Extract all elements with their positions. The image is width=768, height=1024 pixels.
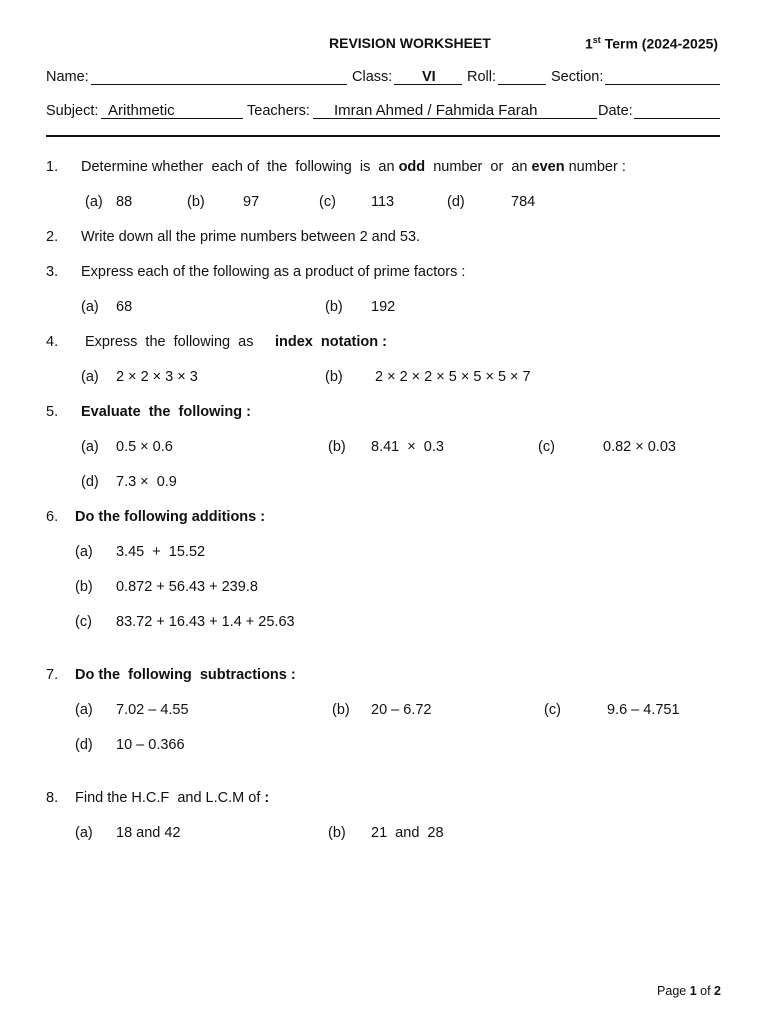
section-label: Section: bbox=[551, 69, 604, 85]
header-divider bbox=[46, 135, 720, 137]
q5-c-value: 0.82 × 0.03 bbox=[603, 439, 676, 455]
q6-number: 6. bbox=[46, 509, 59, 525]
q8-b-label: (b) bbox=[328, 825, 346, 841]
q1-b-label: (b) bbox=[187, 194, 205, 210]
q1-a-label: (a) bbox=[85, 194, 103, 210]
q1-even-word: even bbox=[531, 159, 565, 175]
q7-d-label: (d) bbox=[75, 737, 93, 753]
q7-d-value: 10 – 0.366 bbox=[116, 737, 185, 753]
q5-a-label: (a) bbox=[81, 439, 99, 455]
class-value: VI bbox=[422, 69, 436, 85]
q8-a-value: 18 and 42 bbox=[116, 825, 181, 841]
q4-number: 4. bbox=[46, 334, 59, 350]
q1-c-label: (c) bbox=[319, 194, 336, 210]
q1-c-value: 113 bbox=[371, 194, 395, 210]
q3-number: 3. bbox=[46, 264, 59, 280]
q8-b-value: 21 and 28 bbox=[371, 825, 444, 841]
q5-b-value: 8.41 × 0.3 bbox=[371, 439, 444, 455]
q3-b-label: (b) bbox=[325, 299, 343, 315]
q7-b-label: (b) bbox=[332, 702, 350, 718]
q6-b-value: 0.872 + 56.43 + 239.8 bbox=[116, 579, 258, 595]
q2-text: Write down all the prime numbers between 2 and 53. bbox=[81, 229, 421, 245]
q4-bold-text: index notation : bbox=[275, 334, 387, 350]
name-label: Name: bbox=[46, 69, 89, 85]
name-field-line[interactable] bbox=[91, 70, 347, 85]
q7-text: Do the following subtractions : bbox=[75, 667, 296, 683]
q5-d-value: 7.3 × 0.9 bbox=[116, 474, 177, 490]
q3-a-label: (a) bbox=[81, 299, 99, 315]
q7-a-label: (a) bbox=[75, 702, 93, 718]
q7-c-value: 9.6 – 4.751 bbox=[607, 702, 680, 718]
q6-b-label: (b) bbox=[75, 579, 93, 595]
q1-d-value: 784 bbox=[511, 194, 536, 210]
q3-b-value: 192 bbox=[371, 299, 396, 315]
subject-label: Subject: bbox=[46, 103, 99, 119]
q5-a-value: 0.5 × 0.6 bbox=[116, 439, 173, 455]
roll-field-line[interactable] bbox=[498, 70, 546, 85]
subject-value: Arithmetic bbox=[108, 102, 175, 119]
q7-a-value: 7.02 – 4.55 bbox=[116, 702, 189, 718]
q1-odd-word: odd bbox=[398, 159, 426, 175]
q6-a-label: (a) bbox=[75, 544, 93, 560]
page-indicator: Page 1 of 2 bbox=[657, 984, 721, 998]
q4-text: Express the following as bbox=[85, 334, 254, 350]
q7-b-value: 20 – 6.72 bbox=[371, 702, 432, 718]
q4-a-label: (a) bbox=[81, 369, 99, 385]
q1-text: Determine whether each of the following is an odd number or an even number : bbox=[81, 159, 626, 175]
term-label: 1st Term (2024-2025) bbox=[585, 35, 719, 52]
teachers-value: Imran Ahmed / Fahmida Farah bbox=[334, 102, 538, 119]
q4-b-value: 2 × 2 × 2 × 5 × 5 × 5 × 7 bbox=[375, 369, 531, 385]
q5-text: Evaluate the following : bbox=[81, 404, 251, 420]
section-field-line[interactable] bbox=[605, 70, 720, 85]
worksheet-title: REVISION WORKSHEET bbox=[329, 35, 491, 51]
q2-number: 2. bbox=[46, 229, 59, 245]
roll-label: Roll: bbox=[467, 69, 497, 85]
q6-a-value: 3.45 + 15.52 bbox=[116, 544, 206, 560]
q1-number: 1. bbox=[46, 159, 59, 175]
class-label: Class: bbox=[352, 69, 393, 85]
q8-text: Find the H.C.F and L.C.M of : bbox=[75, 790, 270, 806]
q5-number: 5. bbox=[46, 404, 59, 420]
q4-b-label: (b) bbox=[325, 369, 343, 385]
q5-c-label: (c) bbox=[538, 439, 555, 455]
date-label: Date: bbox=[598, 103, 633, 119]
q1-d-label: (d) bbox=[447, 194, 465, 210]
q6-c-value: 83.72 + 16.43 + 1.4 + 25.63 bbox=[116, 614, 295, 630]
q5-b-label: (b) bbox=[328, 439, 346, 455]
q3-a-value: 68 bbox=[116, 299, 133, 315]
q7-number: 7. bbox=[46, 667, 59, 683]
q1-b-value: 97 bbox=[243, 194, 260, 210]
date-field-line[interactable] bbox=[634, 104, 720, 119]
q6-text: Do the following additions : bbox=[75, 509, 266, 525]
q1-a-value: 88 bbox=[116, 194, 133, 210]
q5-d-label: (d) bbox=[81, 474, 99, 490]
teachers-label: Teachers: bbox=[247, 103, 310, 119]
q4-a-value: 2 × 2 × 3 × 3 bbox=[116, 369, 198, 385]
q6-c-label: (c) bbox=[75, 614, 92, 630]
q8-a-label: (a) bbox=[75, 825, 93, 841]
q7-c-label: (c) bbox=[544, 702, 561, 718]
q8-number: 8. bbox=[46, 790, 59, 806]
q3-text: Express each of the following as a product of prime factors : bbox=[81, 264, 466, 280]
